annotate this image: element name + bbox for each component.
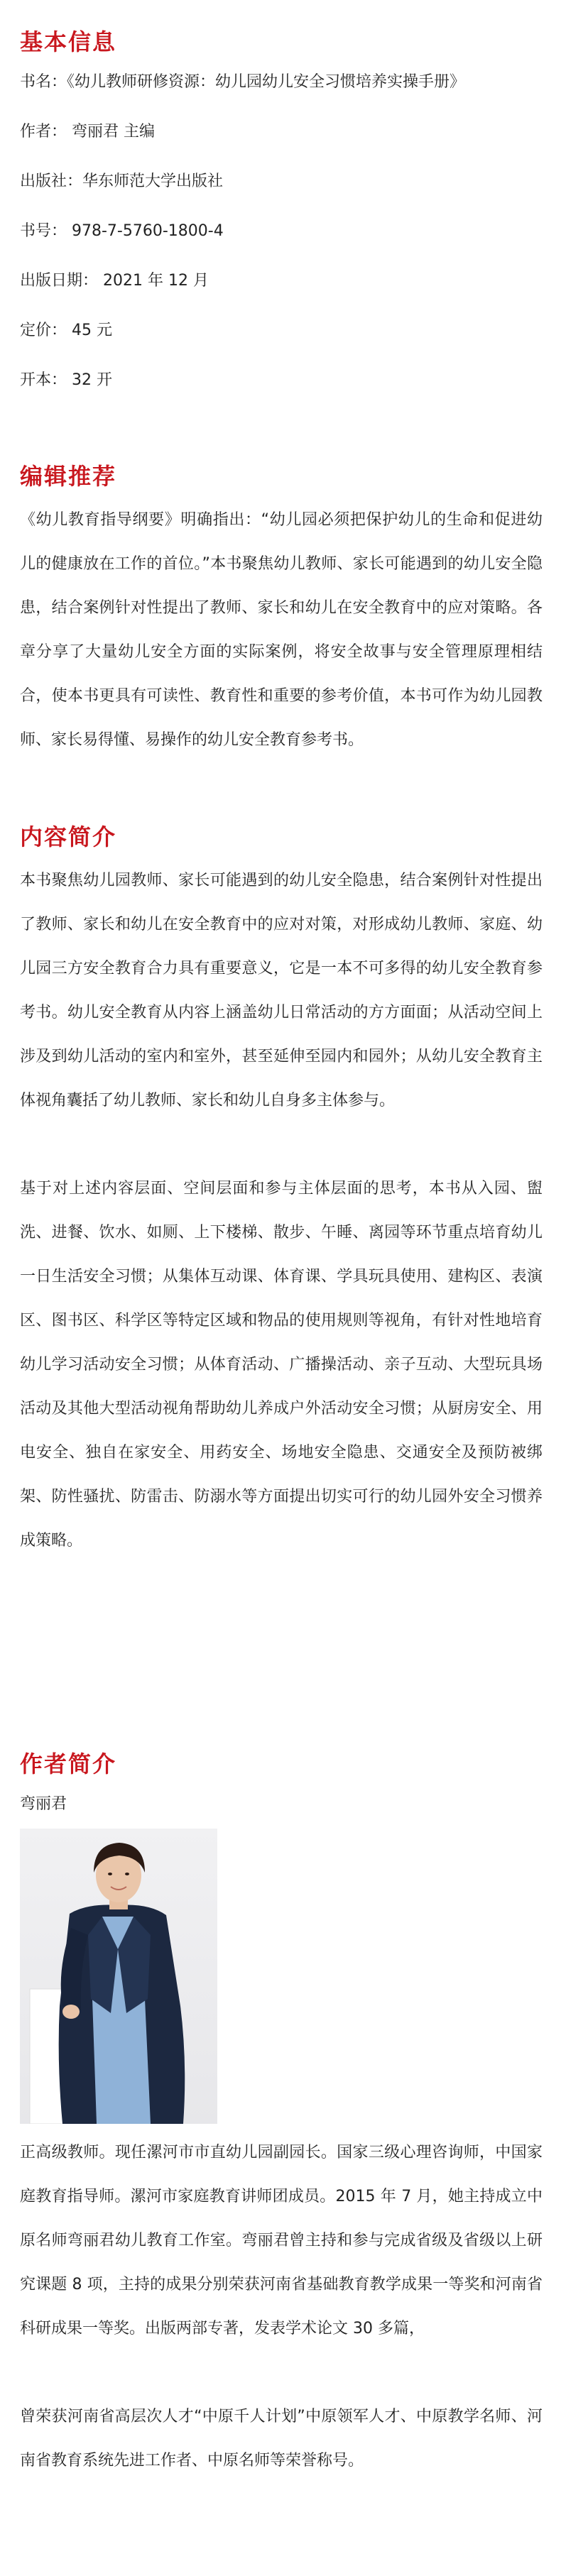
price-field: 定价： 45 元 [20,322,112,339]
author-name: 弯丽君 [20,1795,67,1813]
isbn-field: 书号： 978-7-5760-1800-4 [20,222,224,240]
content-summary-paragraph-2: 基于对上述内容层面、空间层面和参与主体层面的思考，本书从入园、盥洗、进餐、饮水、如厕、上下楼梯、散步、午睡、离园等环节重点培育幼儿一日生活安全习惯；从集体互动课、体育课、学具玩具使用、建构区、表演区、图书区、科学区等特定区域和物品的使用规则等视角，有针对性地培育幼儿学习活动安全习惯；从体育活动、广播操活动、亲子互动、大型玩具场活动及其他大型活动视角帮助幼儿养成户外活动安全习惯；从厨房安全、用电安全、独自在家安全、用药安全、场地安全隐患、交通安全及预防被绑架、防性骚扰、防雷击、防溺水等方面提出切实可行的幼儿园外安全习惯养成策略。 [20,1180,543,1550]
author-bio-paragraph-2: 曾荣获河南省高层次人才“中原千人计划”中原领军人才、中原教学名师、河南省教育系统先进工作者、中原名师等荣誉称号。 [20,2408,543,2470]
publisher-field: 出版社：华东师范大学出版社 [20,172,224,190]
author-bio-paragraph-1: 正高级教师。现任漯河市市直幼儿园副园长。国家三级心理咨询师，中国家庭教育指导师。漯河市家庭教育讲师团成员。2015 年 7 月，她主持成立中原名师弯丽君幼儿教育工作室。弯丽君曾主持和参与完成省级及省级以上研究课题 8 项，主持的成果分别荣获河南省基础教育教学成果一等奖和河南省科研成果一等奖。出版两部专著，发表学术论文 30 多篇， [20,2144,543,2337]
author-portrait-image [20,1829,217,2124]
publish-date-field: 出版日期： 2021 年 12 月 [20,272,209,290]
format-field: 开本： 32 开 [20,371,112,389]
author-field: 作者： 弯丽君 主编 [20,123,155,141]
editor-recommendation-heading: 编辑推荐 [20,463,117,490]
author-intro-heading: 作者简介 [20,1750,117,1777]
content-summary-heading: 内容简介 [20,823,117,850]
content-summary-paragraph-1: 本书聚焦幼儿园教师、家长可能遇到的幼儿安全隐患，结合案例针对性提出了教师、家长和幼儿在安全教育中的应对对策，对形成幼儿教师、家庭、幼儿园三方安全教育合力具有重要意义，它是一本不可多得的幼儿安全教育参考书。幼儿安全教育从内容上涵盖幼儿日常活动的方方面面；从活动空间上涉及到幼儿活动的室内和室外，甚至延伸至园内和园外；从幼儿安全教育主体视角囊括了幼儿教师、家长和幼儿自身多主体参与。 [20,872,543,1109]
basic-info-heading: 基本信息 [20,28,117,55]
editor-recommendation-text: 《幼儿教育指导纲要》明确指出：“幼儿园必须把保护幼儿的生命和促进幼儿的健康放在工作的首位。”本书聚焦幼儿教师、家长可能遇到的幼儿安全隐患，结合案例针对性提出了教师、家长和幼儿在安全教育中的应对策略。各章分享了大量幼儿安全方面的实际案例，将安全故事与安全管理原理相结合，使本书更具有可读性、教育性和重要的参考价值，本书可作为幼儿园教师、家长易得懂、易操作的幼儿安全教育参考书。 [20,511,543,749]
author-photo [20,1829,217,2124]
book-title-field: 书名：《幼儿教师研修资源：幼儿园幼儿安全习惯培养实操手册》 [20,73,466,91]
